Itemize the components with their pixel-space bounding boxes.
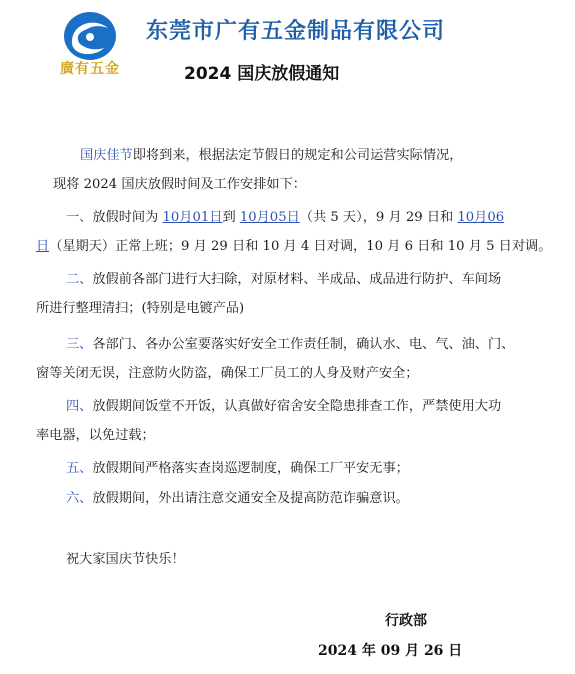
item-text: 放假时间为 <box>92 210 163 225</box>
item-text: 放假期间饭堂不开饭，认真做好宿舍安全隐患排查工作，严禁使用大功 <box>92 399 502 414</box>
item-2-line-1 <box>66 268 501 287</box>
intro-line-1 <box>80 144 462 163</box>
item-1-line-2 <box>36 235 551 254</box>
greeting: 祝大家国庆节快乐！ <box>66 552 185 567</box>
item-text: （共 5 天），9 月 29 日和 <box>299 210 458 225</box>
signature-date: 2024 年 09 月 26 日 <box>318 643 463 659</box>
item-3-line-2: 窗等关闭无误，注意防火防盗，确保工厂员工的人身及财产安全； <box>36 366 419 381</box>
date-end: 10月05日 <box>239 210 300 225</box>
item-number: 三、 <box>66 337 93 352</box>
item-text: 放假期间，外出请注意交通安全及提高防范诈骗意识。 <box>92 491 409 506</box>
item-number: 四、 <box>66 399 93 414</box>
item-text: 到 <box>222 210 240 225</box>
logo-text: 廣有五金 <box>60 61 120 77</box>
intro-highlight: 国庆佳节 <box>80 148 133 163</box>
item-3-line-1 <box>66 333 514 352</box>
item-number: 二、 <box>66 272 93 287</box>
item-number: 六、 <box>66 491 93 506</box>
item-6-line-1 <box>66 487 409 506</box>
intro-text: 即将到来，根据法定节假日的规定和公司运营实际情况， <box>132 148 463 163</box>
item-number: 一、 <box>66 210 93 225</box>
date-workday-suffix: 日 <box>36 239 50 254</box>
item-text: 放假期间严格落实查岗巡逻制度，确保工厂平安无事； <box>92 461 409 476</box>
date-workday: 10月06 <box>457 210 505 225</box>
item-4-line-1 <box>66 395 501 414</box>
item-4-line-2: 率电器，以免过载； <box>36 428 155 443</box>
item-5-line-1 <box>66 457 409 476</box>
item-2-line-2: 所进行整理清扫；(特别是电镀产品) <box>36 301 245 316</box>
company-name: 东莞市广有五金制品有限公司 <box>146 19 446 44</box>
intro-line-2: 现将 2024 国庆放假时间及工作安排如下： <box>53 177 306 192</box>
item-text: （星期天）正常上班；9 月 29 日和 10 月 4 日对调，10 月 6 日和 10 月 5 日对调。 <box>49 239 552 254</box>
item-text: 放假前各部门进行大扫除，对原材料、半成品、成品进行防护、车间场 <box>92 272 502 287</box>
signature-dept: 行政部 <box>385 613 427 629</box>
item-text: 各部门、各办公室要落实好安全工作责任制，确认水、电、气、油、门、 <box>92 337 515 352</box>
date-start: 10月01日 <box>162 210 223 225</box>
page-title: 2024 国庆放假通知 <box>184 64 340 84</box>
item-number: 五、 <box>66 461 93 476</box>
item-1-line-1 <box>66 206 504 225</box>
